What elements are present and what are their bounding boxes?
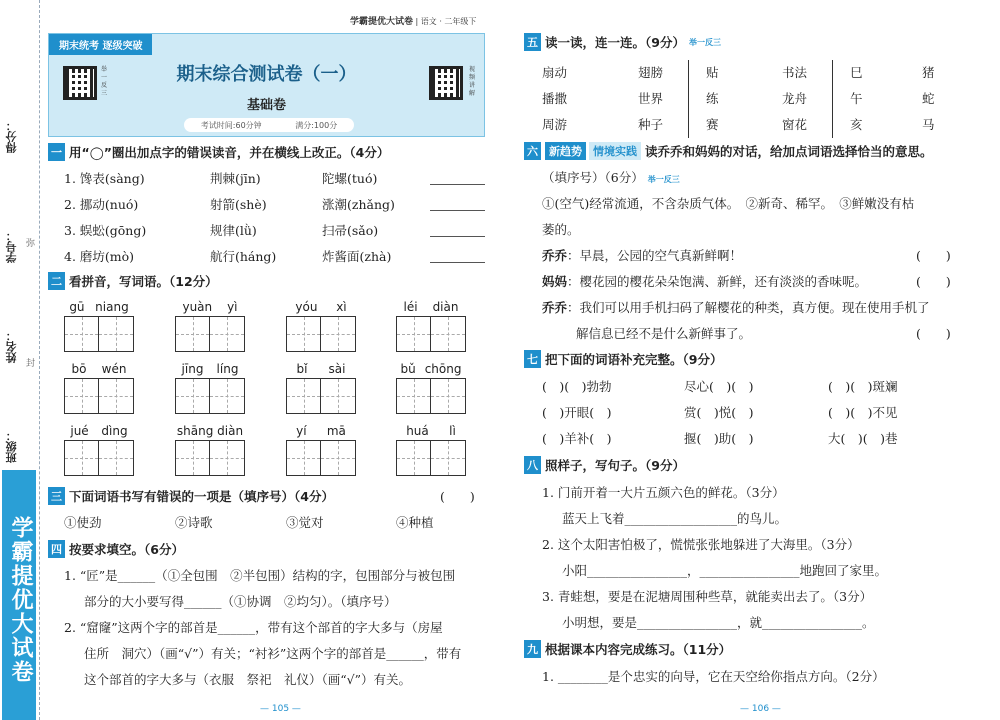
seal-mark: 封 — [26, 359, 36, 369]
writing-cell[interactable] — [321, 317, 355, 351]
item: 3. 蜈蚣(gōng) — [64, 223, 147, 238]
writing-grid[interactable] — [396, 316, 466, 352]
text-line: 2. “窟窿”这两个字的部首是______，带有这个部首的字大多与（房屋 — [64, 620, 443, 635]
option: ④种植 — [396, 515, 434, 530]
pinyin-writing-item — [396, 300, 466, 352]
pinyin — [396, 362, 466, 378]
answer-line[interactable] — [430, 236, 485, 237]
pinyin-syllable: jué — [70, 424, 89, 438]
pinyin — [175, 424, 245, 440]
question-8-heading — [524, 456, 685, 474]
question-title: 按要求填空。（6分） — [69, 542, 184, 557]
seal-mark: 弥 — [26, 239, 36, 249]
answer-paren[interactable]: ( ) — [916, 248, 951, 263]
match-word[interactable]: 蛇 — [922, 91, 935, 106]
writing-grid[interactable] — [64, 378, 134, 414]
question-title: 把下面的词语补充完整。（9分） — [545, 352, 723, 367]
question-7-heading — [524, 350, 722, 368]
pinyin-syllable: sài — [328, 362, 346, 376]
pinyin-syllable: yì — [227, 300, 238, 314]
writing-cell[interactable] — [321, 379, 355, 413]
pinyin-syllable: diàn — [432, 300, 459, 314]
question-title: 下面词语书写有错误的一项是（填序号）（4分） — [69, 489, 334, 504]
question-1-heading — [48, 143, 389, 161]
match-word[interactable]: 马 — [922, 117, 935, 132]
pinyin-syllable: huá — [406, 424, 429, 438]
pinyin — [396, 424, 466, 440]
writing-cell[interactable] — [210, 441, 244, 475]
match-word[interactable]: 亥 — [850, 117, 863, 132]
divider — [832, 60, 833, 138]
page-number: — 105 — — [260, 704, 301, 714]
match-word[interactable]: 贴 — [706, 65, 719, 80]
exam-title: 期末综合测试卷（一） — [176, 64, 357, 85]
question-2-heading — [48, 272, 218, 290]
pinyin — [286, 300, 356, 316]
example-sentence: 2. 这个太阳害怕极了，慌慌张张地躲进了大海里。（3分） — [542, 537, 860, 552]
pinyin-writing-item — [286, 424, 356, 476]
text-line: 部分的大小要写得______（①协调 ②均匀）。（填序号） — [84, 594, 397, 609]
idiom-blank[interactable]: ( )羊补( ) — [542, 431, 612, 446]
item: 2. 挪动(nuó) — [64, 197, 139, 212]
pinyin-syllable: chōng — [424, 362, 462, 376]
pinyin-writing-item — [64, 300, 134, 352]
option: ②诗歌 — [175, 515, 213, 530]
dialogue-line — [542, 246, 742, 264]
example-sentence: 1. 门前开着一大片五颜六色的鲜花。（3分） — [542, 485, 785, 500]
item: 4. 磨坊(mò) — [64, 249, 135, 264]
answer-line[interactable] — [430, 210, 485, 211]
answer-paren[interactable]: ( ) — [916, 274, 951, 289]
item: 航行(háng) — [210, 249, 277, 264]
question-number: 三 — [48, 487, 65, 505]
pinyin-writing-item — [286, 362, 356, 414]
question-number: 四 — [48, 540, 65, 558]
option: ③觉对 — [286, 515, 324, 530]
match-right — [638, 60, 663, 138]
writing-grid[interactable] — [64, 440, 134, 476]
pinyin-syllable: wén — [101, 362, 127, 376]
idiom-blank[interactable]: ( )( )斑斓 — [828, 379, 898, 394]
pinyin-syllable: bǔ — [400, 362, 416, 376]
match-word[interactable]: 练 — [706, 91, 719, 106]
match-right — [922, 60, 935, 138]
item: 射箭(shè) — [210, 197, 267, 212]
writing-grid[interactable] — [396, 378, 466, 414]
pinyin-syllable: yóu — [295, 300, 318, 314]
question-number: 八 — [524, 456, 541, 474]
pinyin-syllable: gū — [69, 300, 85, 314]
dialogue-line — [542, 298, 930, 316]
match-left — [706, 60, 719, 138]
question-number: 九 — [524, 640, 541, 658]
match-left — [850, 60, 863, 138]
pinyin-syllable: diàn — [217, 424, 244, 438]
question-number: 六 — [524, 142, 541, 160]
dialogue-text: ：我们可以用手机扫码了解樱花的种类，真方便。现在使用手机了 — [567, 300, 930, 315]
question-title: 读一读，连一连。（9分） — [545, 35, 685, 50]
speaker: 妈妈 — [542, 274, 568, 289]
student-id-field: 学号： — [5, 230, 18, 263]
item: 涨潮(zhǎng) — [322, 197, 395, 212]
brand-banner: 学霸提优大试卷 — [2, 470, 36, 720]
match-word[interactable]: 周游 — [542, 117, 568, 132]
exam-score: 满分:100分 — [295, 120, 338, 130]
class-field: 班级： — [5, 430, 18, 463]
pinyin — [286, 362, 356, 378]
subject: 语文 · 二年级下 — [420, 17, 477, 26]
pinyin-writing-item — [64, 362, 134, 414]
name-field: 姓名： — [5, 330, 18, 363]
writing-grid[interactable] — [175, 378, 245, 414]
pinyin-syllable: jīng — [181, 362, 204, 376]
match-word[interactable]: 午 — [850, 91, 863, 106]
speaker: 乔乔 — [542, 248, 568, 263]
pinyin-syllable: lì — [449, 424, 456, 438]
answer-paren[interactable]: ( ) — [916, 326, 951, 341]
answer-line[interactable] — [430, 184, 485, 185]
pinyin-writing-item — [175, 300, 245, 352]
writing-cell[interactable] — [397, 441, 431, 475]
writing-cell[interactable] — [99, 379, 133, 413]
writing-cell[interactable] — [210, 379, 244, 413]
pinyin — [175, 300, 245, 316]
writing-grid[interactable] — [286, 316, 356, 352]
meanings: 萎的。 — [542, 222, 580, 237]
answer-paren[interactable]: ( ) — [440, 489, 475, 504]
match-word[interactable]: 种子 — [638, 117, 664, 132]
pinyin-writing-item — [286, 300, 356, 352]
writing-cell[interactable] — [431, 379, 465, 413]
writing-cell[interactable] — [287, 317, 321, 351]
item: 扫帚(sǎo) — [322, 223, 379, 238]
page-number: — 106 — — [740, 704, 781, 714]
match-word[interactable]: 书法 — [782, 65, 808, 80]
writing-cell[interactable] — [65, 441, 99, 475]
writing-cell[interactable] — [397, 317, 431, 351]
writing-grid[interactable] — [64, 316, 134, 352]
pinyin-syllable: mā — [326, 424, 346, 438]
pinyin — [175, 362, 245, 378]
pinyin-writing-item — [396, 424, 466, 476]
writing-cell[interactable] — [176, 317, 210, 351]
qr-label: 举一反三 — [101, 66, 108, 97]
idiom-blank[interactable]: 大( )( )巷 — [828, 431, 898, 446]
answer-line[interactable] — [430, 262, 485, 263]
score-field: 得分： — [5, 120, 18, 153]
question-title: 根据课本内容完成练习。（11分） — [545, 642, 732, 657]
idiom-blank[interactable]: 赏( )悦( ) — [684, 405, 754, 420]
pinyin-syllable: shāng — [176, 424, 214, 438]
series-header: 学霸提优大试卷 | 语文 · 二年级下 — [350, 17, 477, 27]
idiom-blank[interactable]: ( )开眼( ) — [542, 405, 612, 420]
pinyin-syllable: bǐ — [296, 362, 308, 376]
writing-cell[interactable] — [65, 379, 99, 413]
writing-cell[interactable] — [287, 441, 321, 475]
question-title: 看拼音，写词语。（12分） — [69, 274, 218, 289]
example-sentence: 3. 青蛙想，要是在泥塘周围种些草，就能卖出去了。（3分） — [542, 589, 873, 604]
text-line: 1. “匠”是______（①全包围 ②半包围）结构的字，包围部分与被包围 — [64, 568, 456, 583]
question-title: 读乔乔和妈妈的对话，给加点词语选择恰当的意思。 — [645, 144, 933, 159]
pinyin-writing-item — [175, 424, 245, 476]
practice-tag: 举一反三 — [647, 174, 680, 184]
pinyin-syllable: líng — [216, 362, 239, 376]
binding-spine — [0, 0, 40, 720]
match-word[interactable]: 播撒 — [542, 91, 568, 106]
pinyin-syllable: dìng — [101, 424, 128, 438]
instruction — [542, 168, 680, 186]
writing-grid[interactable] — [396, 440, 466, 476]
pinyin — [64, 424, 134, 440]
match-word[interactable]: 巳 — [850, 65, 863, 80]
writing-cell[interactable] — [176, 441, 210, 475]
exam-tag: 期末统考 逐级突破 — [49, 34, 152, 55]
question-3-heading — [48, 487, 334, 505]
exam-header — [48, 33, 485, 137]
writing-cell[interactable] — [176, 379, 210, 413]
writing-cell[interactable] — [210, 317, 244, 351]
speaker: 乔乔 — [542, 300, 568, 315]
practice-tag: 举一反三 — [688, 37, 721, 47]
pinyin-syllable: yuàn — [182, 300, 213, 314]
dialogue-text: ：樱花园的樱花朵朵饱满、新鲜，还有淡淡的香味呢。 — [567, 274, 868, 289]
divider — [688, 60, 689, 138]
writing-grid[interactable] — [175, 316, 245, 352]
question-number: 二 — [48, 272, 65, 290]
writing-cell[interactable] — [287, 379, 321, 413]
writing-cell[interactable] — [431, 441, 465, 475]
instruction-text: （填序号）（6分） — [542, 170, 644, 185]
match-word[interactable]: 龙舟 — [782, 91, 808, 106]
pinyin-syllable: yí — [296, 424, 307, 438]
qr-code-icon[interactable] — [429, 66, 463, 100]
item: 荆棘(jīn) — [210, 171, 261, 186]
idiom-blank[interactable]: ( )( )勃勃 — [542, 379, 612, 394]
trend-tag: 新趋势 — [545, 142, 586, 160]
text-line: 这个部首的字大多与（衣服 祭祀 礼仪）（画“√”）有关。 — [84, 672, 411, 687]
option: ①使劲 — [64, 515, 102, 530]
fill-line[interactable]: 1. ________是个忠实的向导，它在天空给你指点方向。（2分） — [542, 669, 885, 684]
pinyin — [396, 300, 466, 316]
pinyin-writing-item — [396, 362, 466, 414]
answer-sentence[interactable]: 蓝天上飞着__________________的鸟儿。 — [562, 511, 788, 526]
question-number: 五 — [524, 33, 541, 51]
writing-cell[interactable] — [99, 441, 133, 475]
question-9-heading — [524, 640, 731, 658]
writing-cell[interactable] — [431, 317, 465, 351]
match-word[interactable]: 窗花 — [782, 117, 808, 132]
writing-cell[interactable] — [321, 441, 355, 475]
pinyin — [64, 362, 134, 378]
item: 陀螺(tuó) — [322, 171, 378, 186]
practice-tag: 情境实践 — [589, 142, 641, 160]
match-left — [542, 60, 567, 138]
pinyin-writing-item — [64, 424, 134, 476]
question-title: 用“◯”圈出加点字的错误读音，并在横线上改正。（4分） — [69, 145, 390, 160]
item: 炸酱面(zhà) — [322, 249, 392, 264]
question-4-heading — [48, 540, 184, 558]
idiom-blank[interactable]: 揠( )助( ) — [684, 431, 754, 446]
writing-cell[interactable] — [99, 317, 133, 351]
exam-subtitle: 基础卷 — [246, 98, 286, 113]
series-name: 学霸提优大试卷 — [350, 17, 414, 27]
writing-grid[interactable] — [286, 378, 356, 414]
item: 1. 馋表(sàng) — [64, 171, 145, 186]
writing-grid[interactable] — [175, 440, 245, 476]
answer-sentence[interactable]: 小明想，要是________________，就________________。 — [562, 615, 875, 630]
question-number: 一 — [48, 143, 65, 161]
item: 规律(lǜ) — [210, 223, 257, 238]
answer-sentence[interactable]: 小阳________________，________________地跑回了家里。 — [562, 563, 888, 578]
pinyin-syllable: xì — [336, 300, 347, 314]
question-6-heading — [524, 142, 933, 160]
pinyin-syllable: léi — [403, 300, 418, 314]
dialogue-line: 解信息已经不是什么新鲜事了。 — [576, 326, 752, 341]
writing-cell[interactable] — [65, 317, 99, 351]
qr-label: 视频讲解 — [469, 66, 476, 97]
pinyin-syllable: niang — [95, 300, 129, 314]
exam-time: 考试时间:60分钟 — [200, 120, 262, 130]
pinyin — [64, 300, 134, 316]
idiom-blank[interactable]: 尽心( )( ) — [684, 379, 754, 394]
dialogue-line — [542, 272, 867, 290]
question-5-heading — [524, 33, 721, 51]
match-word[interactable]: 猪 — [922, 65, 935, 80]
match-word[interactable]: 翅膀 — [638, 65, 664, 80]
match-word[interactable]: 扇动 — [542, 65, 568, 80]
idiom-blank[interactable]: ( )( )不见 — [828, 405, 898, 420]
writing-cell[interactable] — [397, 379, 431, 413]
writing-grid[interactable] — [286, 440, 356, 476]
question-number: 七 — [524, 350, 541, 368]
match-word[interactable]: 赛 — [706, 117, 719, 132]
match-word[interactable]: 世界 — [638, 91, 664, 106]
pinyin-writing-item — [175, 362, 245, 414]
pinyin — [286, 424, 356, 440]
meanings: ①(空气)经常流通，不含杂质气体。 ②新奇、稀罕。 ③鲜嫩没有枯 — [542, 196, 915, 211]
match-right — [782, 60, 807, 138]
question-title: 照样子，写句子。（9分） — [545, 458, 685, 473]
pinyin-syllable: bō — [71, 362, 87, 376]
text-line: 住所 洞穴）（画“√”）有关；“衬衫”这两个字的部首是______，带有 — [84, 646, 462, 661]
exam-meta — [184, 118, 354, 132]
dialogue-text: ：早晨，公园的空气真新鲜啊！ — [567, 248, 743, 263]
